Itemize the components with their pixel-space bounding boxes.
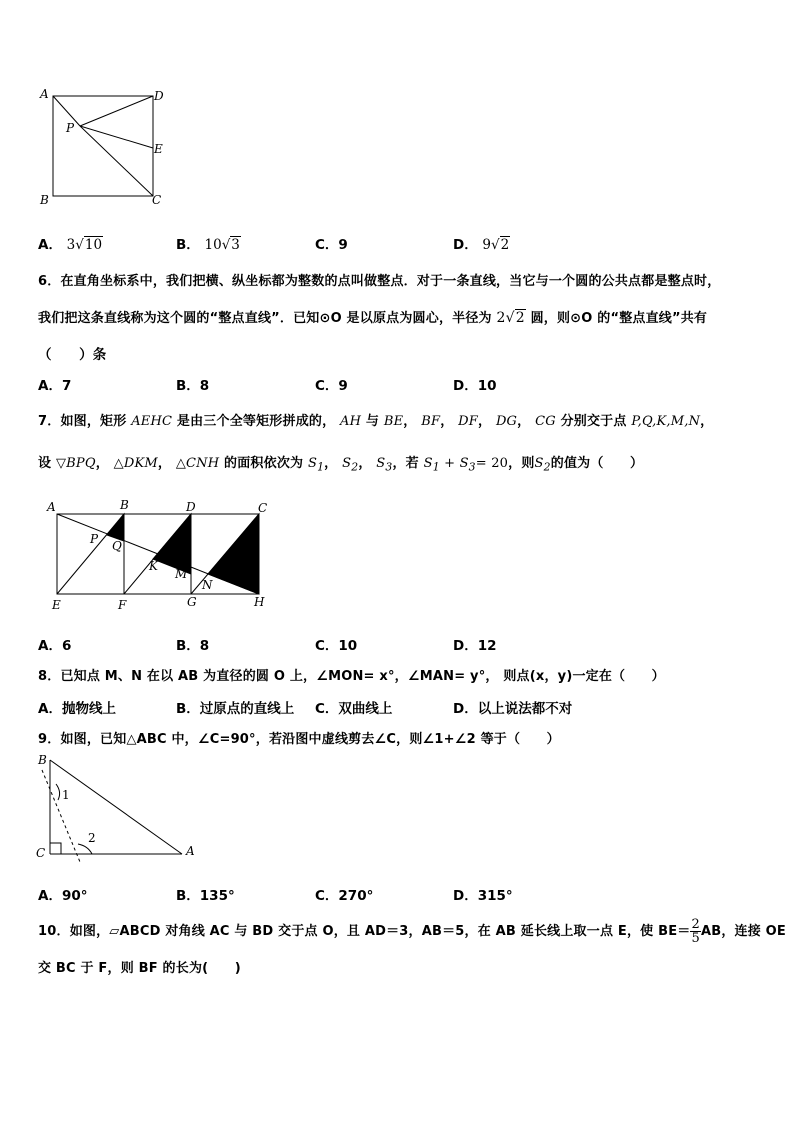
q7-option-a: A．6 [38,638,72,654]
q6-option-b: B．8 [176,378,210,394]
label-c: C [152,193,162,207]
label-g: G [187,595,197,609]
shaded-cnh [208,514,259,594]
rectangle-figure-q7 [44,498,276,616]
q10-line1: 10．如图，▱ABCD 对角线 AC 与 BD 交于点 O，且 AD＝3，AB＝5，在 AB 延长线上取一点 E，使 BE＝ $\frac{2}{5}$ AB，连接 OE [38,917,786,946]
label-b: B [38,753,47,767]
triangle-figure-q9 [30,750,210,862]
label-k: K [149,559,158,573]
q7-line2: 设 ▽BPQ， △DKM， △CNH 的面积依次为 $S_1$， $S_2$， $S_3$，若 $S_1 + S_3= 20$，则$S_2$的值为（ ） [38,456,644,474]
label-c: C [258,501,268,515]
angle-1-arc [56,784,60,800]
q9-option-a: A．90° [38,888,88,904]
label-q: Q [112,539,122,553]
q6-option-d: D．10 [453,378,497,394]
label-angle-2: 2 [88,831,96,845]
shaded-dkm [153,514,191,574]
label-n: N [202,578,213,592]
label-c: C [36,846,46,860]
label-h: H [254,595,265,609]
q7-option-c: C．10 [315,638,358,654]
q9-option-b: B．135° [176,888,235,904]
q5-option-d: D． 9√2 [453,237,510,253]
q8-option-b: B．过原点的直线上 [176,701,295,717]
q8-line1: 8．已知点 M、N 在以 AB 为直径的圆 O 上，∠MON= x°，∠MAN= y°， 则点(x，y)一定在（ ） [38,669,665,684]
q6-option-c: C．9 [315,378,348,394]
q8-option-c: C．双曲线上 [315,701,393,717]
label-b: B [120,498,129,512]
q5-option-b: B． 10√3 [176,237,240,253]
q5-option-a: A． 3√10 [38,237,103,253]
label-m: M [175,567,188,581]
right-angle-mark [50,843,61,854]
q8-option-a: A．抛物线上 [38,701,116,717]
q5-option-c: C．9 [315,237,348,253]
q6-line2: 我们把这条直线称为这个圆的“整点直线”．已知⊙O 是以原点为圆心，半径为 2√2 圆，则⊙O 的“整点直线”共有 [38,310,708,326]
label-e: E [52,598,61,612]
q9-line1: 9．如图，已知△ABC 中，∠C=90°，若沿图中虚线剪去∠C，则∠1+∠2 等于（ ） [38,732,560,747]
q8-option-d: D．以上说法都不对 [453,701,573,717]
square-figure-q5 [36,86,176,211]
q7-option-b: B．8 [176,638,210,654]
label-b: B [40,193,49,207]
label-d: D [186,500,196,514]
label-p: P [66,121,75,135]
label-a: A [186,844,195,858]
q10-line2: 交 BC 于 F，则 BF 的长为( ) [38,961,241,976]
segment-pd [80,96,153,126]
label-a: A [47,500,56,514]
q6-line3: （ ）条 [38,347,107,363]
label-e: E [154,142,163,156]
label-d: D [154,89,164,103]
q9-option-d: D．315° [453,888,513,904]
q7-option-d: D．12 [453,638,497,654]
q6-option-a: A．7 [38,378,72,394]
shaded-bpq [107,514,124,541]
q7-line1: 7．如图，矩形 AEHC 是由三个全等矩形拼成的， AH 与 BE， BF， DF， DG， CG 分别交于点 P,Q,K,M,N， [38,414,714,429]
angle-2-arc [78,844,92,854]
label-angle-1: 1 [62,788,70,802]
label-f: F [118,598,127,612]
label-a: A [40,87,49,101]
label-p: P [90,532,99,546]
q6-line1: 6．在直角坐标系中，我们把横、纵坐标都为整数的点叫做整点．对于一条直线，当它与一个圆的公共点都是整点时， [38,274,721,289]
side-ab [50,760,182,854]
q9-option-c: C．270° [315,888,374,904]
